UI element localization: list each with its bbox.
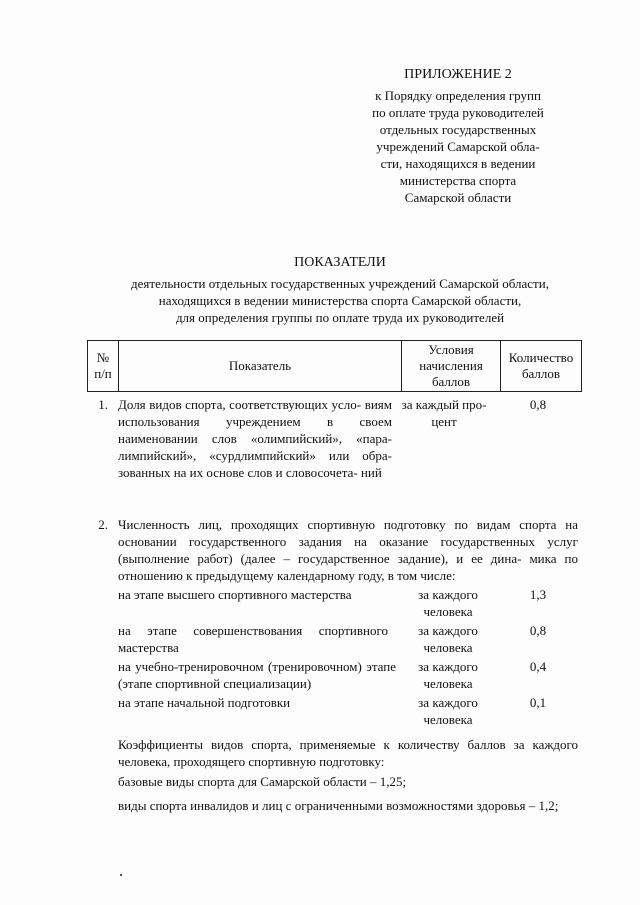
heading-line: находящихся в ведении министерства спорта Самарской области, [158, 293, 522, 308]
col-header-quantity-a: Количество [508, 350, 574, 365]
base-sports-text: базовые виды спорта для Самарской области – 1,25; [118, 774, 407, 789]
col-header-conditions-c: баллов [431, 374, 471, 389]
col-header-indicator: Показатель [119, 341, 402, 392]
appendix-line: учреждений Самарской обла- [376, 139, 540, 154]
col-header-number [88, 341, 119, 392]
stage-condition: за каждого человека [418, 587, 478, 619]
heading-line: для определения группы по оплате труда их руководителей [175, 310, 505, 325]
stage-text: на этапе совершенствования спортивного мастерства [118, 623, 388, 655]
stage-score: 0,8 [529, 623, 547, 638]
stage-text: на этапе высшего спортивного мастерства [118, 587, 352, 602]
col-header-conditions [402, 341, 501, 392]
heading-line: деятельности отдельных государственных учреждений Самарской области, [131, 276, 549, 291]
item-text: Доля видов спорта, соответствующих усло- виям использования учреждением в своем наименовании слов «олимпийский», «пара- лимпийский», «сурдлимпийский» или обра- зованных на их основе слов и словосочета- ний [118, 397, 392, 480]
stage-text: на этапе начальной подготовки [118, 695, 291, 710]
appendix-line: министерства спорта [399, 173, 517, 188]
appendix-block [340, 66, 576, 206]
stage-score: 0,4 [529, 659, 547, 674]
col-header-quantity-b: баллов [521, 366, 561, 381]
heading-title: ПОКАЗАТЕЛИ [294, 255, 386, 270]
col-header-number-a: № [96, 350, 110, 365]
appendix-line: по оплате труда руководителей [372, 105, 544, 120]
appendix-line: сти, находящихся в ведении [380, 156, 536, 171]
appendix-line: отдельных государственных [379, 122, 537, 137]
coefficients-text: Коэффициенты видов спорта, применяемые к количеству баллов за каждого человека, проходящего спортивную подготовку: [118, 737, 578, 769]
indicators-table-header [87, 340, 582, 392]
item-text: Численность лиц, проходящих спортивную подготовку по видам спорта на основании государственного задания на оказание государственных услуг (выполнение работ) (далее – государственное задание), и ее дина- мика по отношению к предыдущему календарному году, в том числе: [118, 517, 578, 583]
col-header-quantity [501, 341, 582, 392]
col-header-conditions-b: начисления [419, 358, 483, 373]
stage-condition: за каждого человека [418, 659, 478, 691]
stage-score: 0,1 [529, 695, 547, 710]
stage-condition: за каждого человека [418, 695, 478, 727]
document-heading [60, 254, 620, 326]
scan-speck [120, 874, 122, 876]
item-score: 0,8 [529, 397, 547, 412]
appendix-line: Самарской области [404, 190, 512, 205]
item-number: 2. [98, 517, 108, 532]
stage-condition: за каждого человека [418, 623, 478, 655]
col-header-conditions-a: Условия [428, 342, 474, 357]
stage-text: на учебно-тренировочном (тренировочном) этапе (этапе спортивной специализации) [118, 659, 396, 691]
item-number: 1. [98, 397, 108, 412]
appendix-line: к Порядку определения групп [375, 88, 541, 103]
stage-score: 1,3 [529, 587, 547, 602]
item-condition: за каждый про- цент [401, 397, 487, 429]
col-header-number-b: п/п [94, 366, 112, 381]
appendix-title: ПРИЛОЖЕНИЕ 2 [404, 67, 512, 82]
disabled-sports-text: виды спорта инвалидов и лиц с ограниченными возможностями здоровья – 1,2; [118, 798, 559, 813]
